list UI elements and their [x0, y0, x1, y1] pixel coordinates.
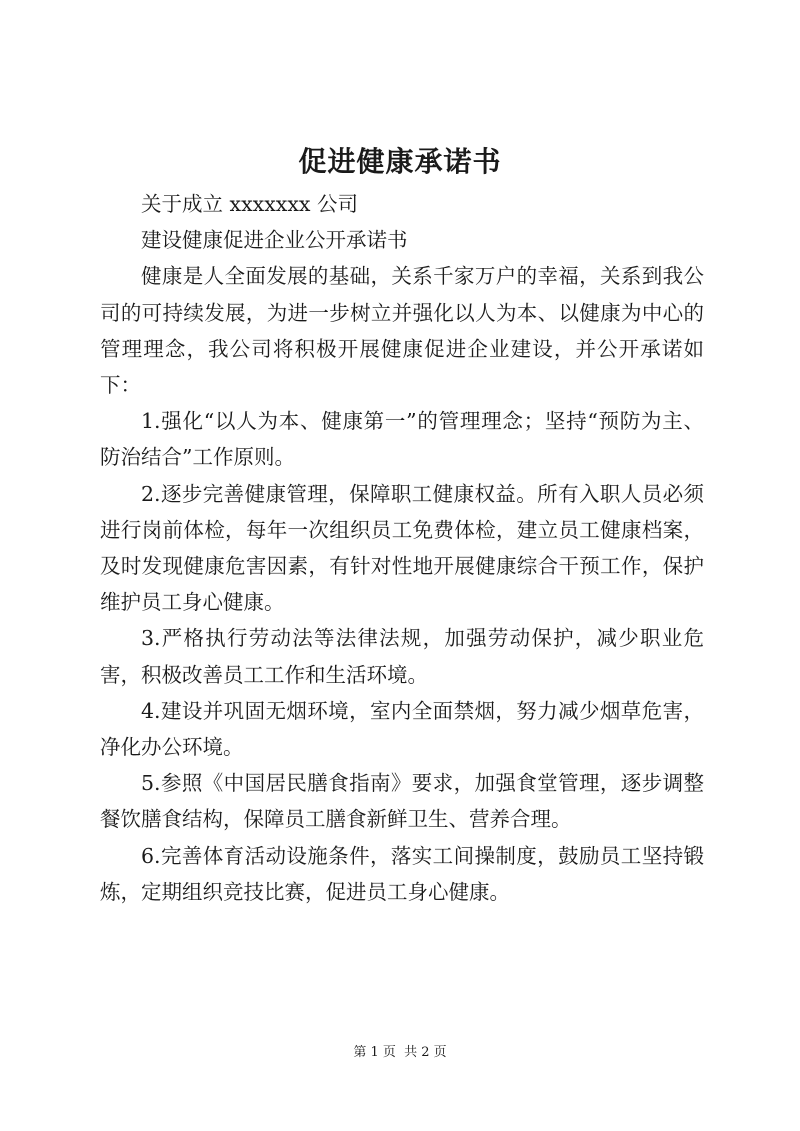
page-number: 第 1 页	[353, 1045, 396, 1060]
paragraph-subject-line-2: 建设健康促进企业公开承诺书	[141, 228, 408, 253]
paragraph-intro: 健康是人全面发展的基础，关系千家万户的幸福，关系到我公司的可持续发展，为进一步树立并强化以人为本、以健康为中心的管理理念，我公司将积极开展健康促进企业建设，并公开承诺如下：	[100, 264, 704, 398]
paragraph-item-3: 3.严格执行劳动法等法律法规，加强劳动保护，减少职业危害，积极改善员工工作和生活环境。	[100, 626, 704, 687]
paragraph-subject-line-1: 关于成立 xxxxxxx 公司	[141, 192, 358, 216]
paragraph-item-6: 6.完善体育活动设施条件，落实工间操制度，鼓励员工坚持锻炼，定期组织竞技比赛，促进员工身心健康。	[100, 843, 704, 904]
paragraph-item-1: 1.强化“以人为本、健康第一”的管理理念；坚持“预防为主、防治结合”工作原则。	[100, 409, 704, 470]
paragraph-item-5: 5.参照《中国居民膳食指南》要求，加强食堂管理，逐步调整餐饮膳食结构，保障员工膳食新鲜卫生、营养合理。	[100, 771, 704, 832]
document-body	[100, 186, 704, 910]
paragraph-item-2: 2.逐步完善健康管理，保障职工健康权益。所有入职人员必须进行岗前体检，每年一次组织员工免费体检，建立员工健康档案，及时发现健康危害因素，有针对性地开展健康综合干预工作，保护维护员工身心健康。	[100, 481, 704, 615]
document-title: 促进健康承诺书	[298, 145, 502, 178]
page-footer	[0, 1043, 800, 1063]
page-total: 共 2 页	[404, 1045, 447, 1060]
paragraph-item-4: 4.建设并巩固无烟环境，室内全面禁烟，努力减少烟草危害，净化办公环境。	[100, 698, 704, 760]
